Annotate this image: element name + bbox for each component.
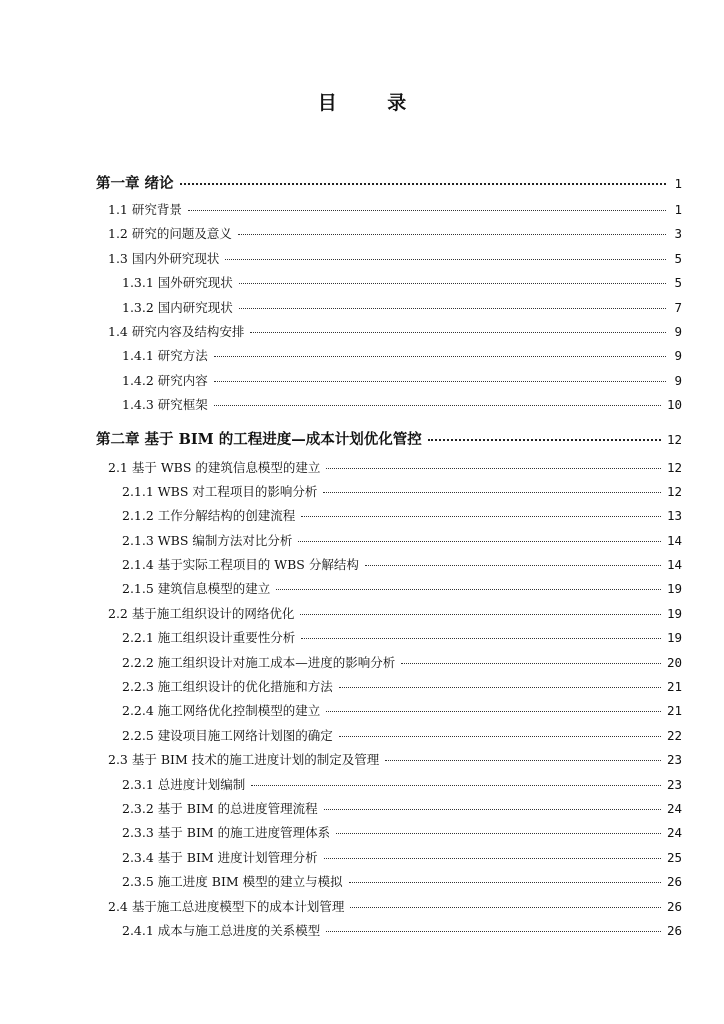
toc-dot-leader: [251, 785, 661, 786]
toc-page-number: 9: [674, 323, 682, 339]
toc-page-number: 26: [666, 898, 682, 914]
toc-section-entry[interactable]: [96, 458, 682, 482]
toc-dot-leader: [324, 858, 661, 859]
toc-dot-leader: [214, 381, 666, 382]
toc-dot-leader: [276, 589, 661, 590]
toc-page-number: 14: [666, 532, 682, 548]
toc-dot-leader: [300, 614, 661, 615]
toc-page-number: 21: [666, 703, 682, 719]
toc-section-entry[interactable]: [96, 750, 682, 774]
toc-page-number: 9: [674, 372, 682, 388]
toc-entry-label: 2.2.4 施工网络优化控制模型的建立: [122, 703, 321, 719]
toc-subsection-entry[interactable]: [96, 482, 682, 506]
toc-entry-label: 2.1.5 建筑信息模型的建立: [122, 581, 271, 597]
toc-page-number: 24: [666, 825, 682, 841]
toc-subsection-entry[interactable]: [96, 677, 682, 701]
toc-page-number: 19: [666, 630, 682, 646]
toc-section-entry[interactable]: [96, 322, 682, 346]
toc-dot-leader: [323, 492, 661, 493]
toc-page-number: 7: [674, 299, 682, 315]
toc-dot-leader: [336, 833, 661, 834]
toc-entry-label: 1.4.3 研究框架: [122, 397, 208, 413]
toc-dot-leader: [298, 541, 661, 542]
toc-page-number: 26: [666, 874, 682, 890]
toc-subsection-entry[interactable]: [96, 555, 682, 579]
toc-subsection-entry[interactable]: [96, 273, 682, 297]
toc-dot-leader: [188, 210, 666, 211]
toc-entry-label: 2.2.1 施工组织设计重要性分析: [122, 630, 296, 646]
toc-page-number: 1: [674, 202, 682, 217]
toc-entry-label: 2.4.1 成本与施工总进度的关系模型: [122, 922, 321, 938]
toc-subsection-entry[interactable]: [96, 848, 682, 872]
toc-section-entry[interactable]: [96, 249, 682, 273]
toc-page-number: 1: [674, 176, 682, 191]
toc-dot-leader: [239, 308, 666, 309]
toc-entry-label: 2.3.5 施工进度 BIM 模型的建立与模拟: [122, 874, 343, 890]
toc-title: 目 录: [317, 92, 429, 114]
toc-section-entry[interactable]: [96, 604, 682, 628]
toc-dot-leader: [214, 405, 661, 406]
toc-entry-label: 2.4 基于施工总进度模型下的成本计划管理: [108, 898, 345, 914]
toc-entry-label: 2.1.1 WBS 对工程项目的影响分析: [122, 483, 318, 499]
toc-entry-label: 2.3.4 基于 BIM 进度计划管理分析: [122, 849, 318, 865]
toc-subsection-entry[interactable]: [96, 395, 682, 419]
toc-page-number: 19: [666, 581, 682, 597]
toc-page-number: 23: [666, 752, 682, 768]
toc-subsection-entry[interactable]: [96, 298, 682, 322]
toc-entry-label: 2.2.2 施工组织设计对施工成本—进度的影响分析: [122, 654, 396, 670]
toc-entry-label: 2.2.3 施工组织设计的优化措施和方法: [122, 679, 333, 695]
toc-entry-label: 2.1 基于 WBS 的建筑信息模型的建立: [108, 459, 321, 475]
toc-subsection-entry[interactable]: [96, 701, 682, 725]
toc-entry-label: 1.3.2 国内研究现状: [122, 299, 233, 315]
toc-page-number: 22: [666, 727, 682, 743]
toc-page-number: 3: [674, 226, 682, 242]
toc-subsection-entry[interactable]: [96, 579, 682, 603]
toc-dot-leader: [326, 711, 661, 712]
toc-section-entry[interactable]: [96, 897, 682, 921]
toc-page-number: 21: [666, 679, 682, 695]
toc-page-number: 5: [674, 275, 682, 291]
toc-page-number: 26: [666, 922, 682, 938]
toc-entry-label: 2.1.2 工作分解结构的创建流程: [122, 508, 296, 524]
toc-page-number: 9: [674, 348, 682, 364]
toc-subsection-entry[interactable]: [96, 726, 682, 750]
toc-subsection-entry[interactable]: [96, 371, 682, 395]
toc-entry-label: 2.1.3 WBS 编制方法对比分析: [122, 532, 293, 548]
toc-dot-leader: [324, 809, 661, 810]
toc-subsection-entry[interactable]: [96, 653, 682, 677]
toc-page-number: 25: [666, 849, 682, 865]
toc-page-number: 10: [666, 397, 682, 413]
toc-dot-leader: [326, 468, 661, 469]
toc-subsection-entry[interactable]: [96, 531, 682, 555]
toc-dot-leader: [350, 907, 661, 908]
toc-dot-leader: [326, 931, 661, 932]
toc-subsection-entry[interactable]: [96, 823, 682, 847]
toc-chapter-entry[interactable]: [96, 428, 682, 458]
toc-dot-leader: [428, 439, 661, 441]
toc-page-number: 23: [666, 776, 682, 792]
toc-dot-leader: [385, 760, 661, 761]
toc-entry-label: 1.3.1 国外研究现状: [122, 275, 233, 291]
toc-page-number: 13: [666, 508, 682, 524]
toc-dot-leader: [349, 882, 661, 883]
toc-entry-label: 1.4 研究内容及结构安排: [108, 323, 245, 339]
toc-entry-label: 1.4.1 研究方法: [122, 348, 208, 364]
toc-subsection-entry[interactable]: [96, 346, 682, 370]
toc-subsection-entry[interactable]: [96, 628, 682, 652]
toc-page-number: 5: [674, 250, 682, 266]
toc-entry-label: 2.2 基于施工组织设计的网络优化: [108, 605, 295, 621]
toc-dot-leader: [339, 687, 661, 688]
toc-page-number: 12: [666, 431, 682, 447]
toc-dot-leader: [301, 638, 661, 639]
toc-page-number: 19: [666, 605, 682, 621]
toc-dot-leader: [225, 259, 666, 260]
toc-dot-leader: [180, 183, 666, 185]
toc-dot-leader: [401, 663, 661, 664]
toc-dot-leader: [301, 516, 661, 517]
toc-entry-label: 1.3 国内外研究现状: [108, 250, 220, 266]
toc-page-number: 24: [666, 800, 682, 816]
table-of-contents: [96, 172, 682, 945]
toc-subsection-entry[interactable]: [96, 775, 682, 799]
toc-entry-label: 1.4.2 研究内容: [122, 372, 208, 388]
toc-entry-label: 2.3.1 总进度计划编制: [122, 776, 246, 792]
toc-entry-label: 1.2 研究的问题及意义: [108, 226, 232, 242]
toc-entry-label: 第一章 绪论: [96, 175, 174, 192]
toc-page-number: 12: [666, 483, 682, 499]
toc-chapter-entry[interactable]: [96, 172, 682, 200]
toc-subsection-entry[interactable]: [96, 506, 682, 530]
toc-dot-leader: [250, 332, 666, 333]
toc-page-number: 20: [666, 654, 682, 670]
toc-entry-label: 1.1 研究背景: [108, 202, 182, 217]
toc-entry-label: 2.3.3 基于 BIM 的施工进度管理体系: [122, 825, 331, 841]
toc-section-entry[interactable]: [96, 200, 682, 224]
toc-section-entry[interactable]: [96, 224, 682, 248]
toc-subsection-entry[interactable]: [96, 872, 682, 896]
toc-dot-leader: [214, 356, 666, 357]
toc-entry-label: 2.2.5 建设项目施工网络计划图的确定: [122, 727, 333, 743]
toc-subsection-entry[interactable]: [96, 921, 682, 945]
toc-subsection-entry[interactable]: [96, 799, 682, 823]
toc-entry-label: 2.1.4 基于实际工程项目的 WBS 分解结构: [122, 557, 359, 573]
toc-entry-label: 2.3.2 基于 BIM 的总进度管理流程: [122, 800, 318, 816]
toc-dot-leader: [365, 565, 661, 566]
toc-entry-label: 第二章 基于 BIM 的工程进度—成本计划优化管控: [96, 430, 422, 448]
toc-dot-leader: [239, 283, 666, 284]
toc-dot-leader: [238, 234, 666, 235]
toc-page-number: 12: [666, 459, 682, 475]
toc-page-number: 14: [666, 557, 682, 573]
toc-entry-label: 2.3 基于 BIM 技术的施工进度计划的制定及管理: [108, 752, 380, 768]
toc-dot-leader: [339, 736, 661, 737]
